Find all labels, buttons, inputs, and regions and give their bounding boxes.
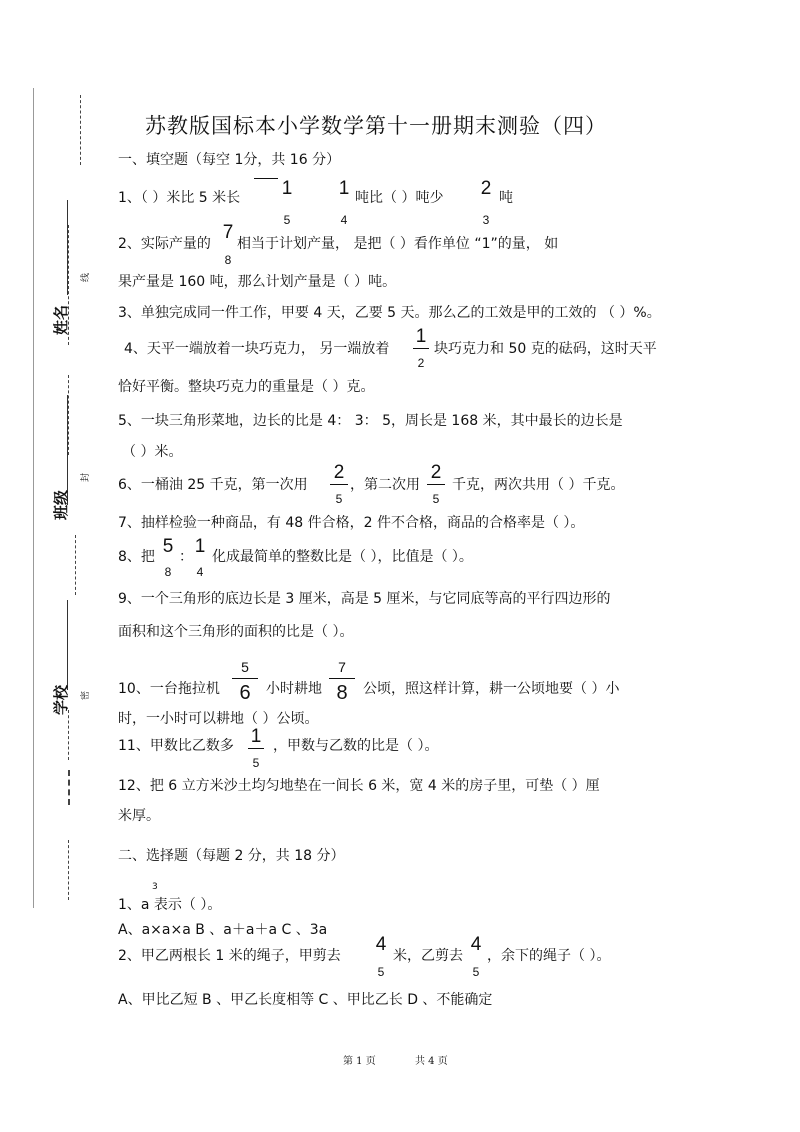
cut-line	[68, 375, 69, 455]
fraction: 4 5	[470, 934, 482, 979]
fraction-bar	[254, 178, 278, 179]
page-title: 苏教版国标本小学数学第十一册期末测验（四）	[145, 114, 607, 138]
question-12-part-b: 米厚。	[118, 808, 160, 824]
name-underline	[67, 200, 68, 295]
choice-1-stem: 1、a 表示（ ）。	[118, 897, 222, 913]
line-mark: 线	[81, 272, 91, 282]
question-10-part-c: 公顷，照这样计算，耕一公顷地要（ ）小	[363, 681, 620, 697]
fraction: 1 5	[248, 726, 264, 771]
choice-2-options: A、甲比乙短 B 、甲乙长度相等 C 、甲比乙长 D 、不能确定	[118, 992, 493, 1008]
fraction: 2 5	[427, 462, 445, 507]
question-9-part-b: 面积和这个三角形的面积的比是（ ）。	[118, 624, 354, 640]
question-6-part-b: ，第二次用	[350, 477, 420, 493]
cut-line	[75, 535, 76, 595]
fraction: 1 2	[413, 326, 429, 371]
fraction: 1 4	[194, 536, 206, 579]
fraction: 1 4	[338, 178, 350, 227]
fraction: 7 8	[329, 656, 355, 705]
question-4-part-a: 4、天平一端放着一块巧克力， 另一端放着	[124, 341, 390, 357]
question-10-part-a: 10、一台拖拉机	[118, 681, 220, 697]
page-number: 第 1 页	[343, 1056, 376, 1067]
fraction: 4 5	[375, 934, 387, 979]
question-9-part-a: 9、一个三角形的底边长是 3 厘米，高是 5 厘米，与它同底等高的平行四边形的	[118, 591, 611, 607]
question-10-part-b: 小时耕地	[266, 681, 322, 697]
cut-line	[68, 710, 69, 760]
question-5-part-b: （ ）米。	[122, 444, 183, 460]
name-label: 姓名	[52, 304, 70, 335]
question-2-part-c: 果产量是 160 吨，那么计划产量是（ ）吨。	[118, 274, 397, 290]
fraction: 5 6	[232, 656, 258, 705]
choice-2-part-a: 2、甲乙两根长 1 米的绳子，甲剪去	[118, 948, 341, 964]
question-10-part-d: 时，一小时可以耕地（ ）公顷。	[118, 711, 319, 727]
fraction: 2 3	[480, 178, 492, 227]
fraction: 5 8	[162, 536, 174, 579]
secret-mark: 密	[81, 690, 91, 700]
fraction: 1 5	[281, 178, 293, 227]
question-11-part-a: 11、甲数比乙数多	[118, 738, 234, 754]
question-6-part-c: 千克，两次共用（ ）千克。	[452, 477, 625, 493]
question-1-part-c: 吨	[499, 190, 513, 206]
fraction: 2 5	[330, 462, 348, 507]
question-1-part-a: 1、（ ）米比 5 米长	[118, 190, 241, 206]
class-label: 班级	[52, 489, 70, 520]
school-label: 学校	[52, 684, 70, 715]
school-underline	[67, 600, 68, 690]
question-7: 7、抽样检验一种商品，有 48 件合格，2 件不合格，商品的合格率是（ ）。	[118, 515, 585, 531]
page-total: 共 4 页	[415, 1056, 448, 1067]
question-2-part-a: 2、实际产量的	[118, 236, 211, 252]
question-3: 3、单独完成同一件工作，甲要 4 天，乙要 5 天。那么乙的工效是甲的工效的 （ ）%。	[118, 305, 661, 321]
cut-line	[68, 840, 69, 900]
question-12-part-a: 12、把 6 立方米沙土均匀地垫在一间长 6 米，宽 4 米的房子里，可垫（ ）厘	[118, 778, 600, 794]
ratio-colon: ：	[179, 549, 193, 565]
question-4-part-b: 块巧克力和 50 克的砝码，这时天平	[434, 341, 657, 357]
section-heading: 一、填空题（每空 1分，共 16 分）	[118, 152, 341, 168]
question-2-part-b: 相当于计划产量， 是把（ ）看作单位 “1”的量， 如	[237, 236, 559, 252]
choice-1-options: A、a×a×a B 、a＋a＋a C 、3a	[118, 922, 328, 938]
class-underline	[67, 395, 68, 505]
exponent: 3	[152, 882, 158, 892]
question-11-part-b: ，甲数与乙数的比是（ ）。	[273, 738, 439, 754]
section-heading: 二、选择题（每题 2 分，共 18 分）	[118, 848, 345, 864]
choice-2-part-c: ，余下的绳子（ ）。	[487, 948, 611, 964]
question-1-part-b: 吨比（ ）吨少	[355, 190, 444, 206]
fraction: 7 8	[222, 222, 234, 267]
question-6-part-a: 6、一桶油 25 千克，第一次用	[118, 477, 308, 493]
question-4-part-c: 恰好平衡。整块巧克力的重量是（ ）克。	[118, 379, 375, 395]
choice-2-part-b: 米，乙剪去	[393, 948, 463, 964]
seal-mark: 封	[81, 472, 91, 482]
cut-line	[80, 95, 81, 165]
cut-line	[68, 770, 70, 805]
question-8-part-a: 8、把	[118, 549, 155, 565]
question-8-part-b: 化成最简单的整数比是（ ），比值是（ ）。	[212, 549, 473, 565]
question-5-part-a: 5、一块三角形菜地，边长的比是 4： 3： 5，周长是 168 米，其中最长的边长是	[118, 413, 623, 429]
